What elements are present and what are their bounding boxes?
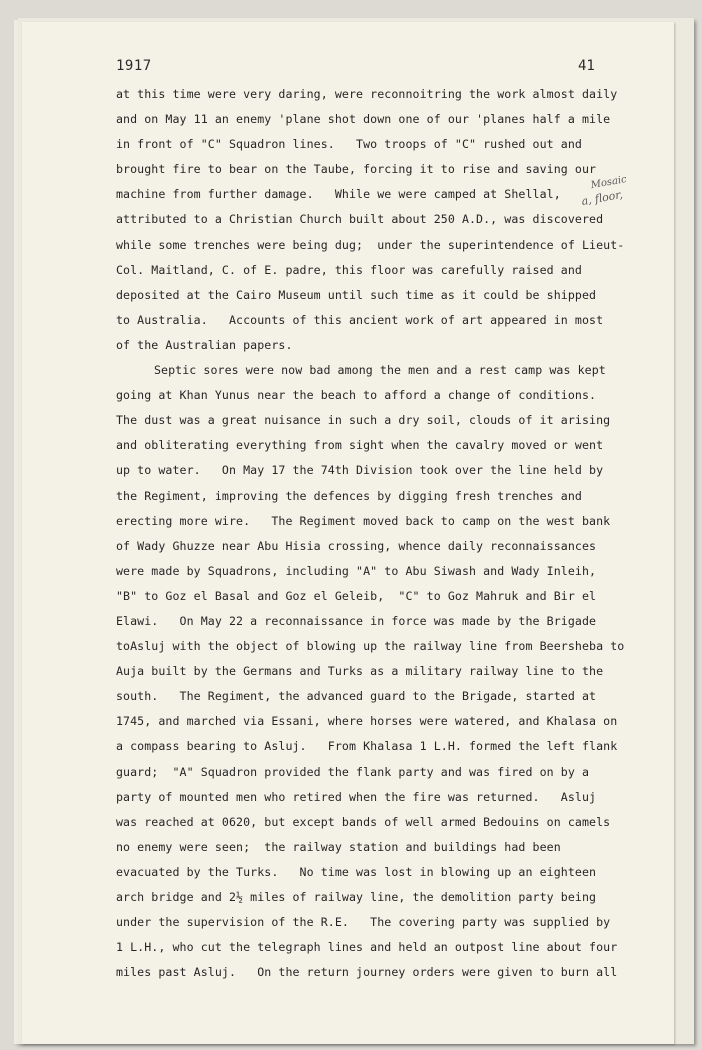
text-line: machine from further damage. While we were camped at Shellal,	[116, 187, 561, 202]
text-line: "B" to Goz el Basal and Goz el Geleib, "C" to Goz Mahruk and Bir el	[116, 588, 597, 603]
text-line: under the supervision of the R.E. The covering party was supplied by	[116, 915, 611, 930]
text-line: The dust was a great nuisance in such a dry soil, clouds of it arising	[116, 413, 611, 428]
text-line: miles past Asluj. On the return journey orders were given to burn all	[116, 965, 618, 980]
text-line: south. The Regiment, the advanced guard to the Brigade, started at	[116, 689, 597, 704]
text-line: erecting more wire. The Regiment moved back to camp on the west bank	[116, 513, 611, 528]
text-line: while some trenches were being dug; under the superintendence of Lieut-	[116, 237, 625, 252]
text-line: at this time were very daring, were reconnoitring the work almost daily	[116, 87, 618, 101]
text-line: 1 L.H., who cut the telegraph lines and held an outpost line about four	[116, 940, 618, 955]
text-line: attributed to a Christian Church built about 250 A.D., was discovered	[116, 212, 604, 227]
text-line: brought fire to bear on the Taube, forcing it to rise and saving our	[116, 162, 597, 177]
text-line: evacuated by the Turks. No time was lost in blowing up an eighteen	[116, 864, 597, 879]
text-line: to Australia. Accounts of this ancient work of art appeared in most	[116, 312, 604, 327]
text-line: a compass bearing to Asluj. From Khalasa 1 L.H. formed the left flank	[116, 739, 618, 754]
text-line: guard; "A" Squadron provided the flank party and was fired on by a	[116, 764, 590, 779]
text-line: Elawi. On May 22 a reconnaissance in force was made by the Brigade	[116, 613, 597, 628]
page-year: 1917	[116, 58, 152, 74]
text-line: going at Khan Yunus near the beach to afford a change of conditions.	[116, 388, 597, 403]
text-line: up to water. On May 17 the 74th Division took over the line held by	[116, 463, 604, 478]
text-line: were made by Squadrons, including "A" to Abu Siwash and Wady Inleih,	[116, 563, 597, 578]
page-number: 41	[578, 58, 595, 74]
text-line: party of mounted men who retired when the fire was returned. Asluj	[116, 789, 597, 804]
text-line: and on May 11 an enemy 'plane shot down one of our 'planes half a mile	[116, 112, 611, 127]
text-line: toAsluj with the object of blowing up the railway line from Beersheba to	[116, 639, 625, 654]
annotation-line: Mosaic	[590, 174, 628, 192]
text-line: Col. Maitland, C. of E. padre, this floor was carefully raised and	[116, 262, 582, 277]
text-line: of the Australian papers.	[116, 337, 293, 352]
text-line: 1745, and marched via Essani, where horses were watered, and Khalasa on	[116, 714, 618, 729]
text-line: arch bridge and 2½ miles of railway line, the demolition party being	[116, 890, 597, 904]
text-line: Auja built by the Germans and Turks as a military railway line to the	[116, 664, 604, 679]
text-line: no enemy were seen; the railway station and buildings had been	[116, 839, 561, 854]
text-line: deposited at the Cairo Museum until such time as it could be shipped	[116, 287, 597, 302]
text-line: Septic sores were now bad among the men and a rest camp was kept	[154, 363, 606, 378]
text-line: in front of "C" Squadron lines. Two troops of "C" rushed out and	[116, 137, 582, 152]
annotation-line: a, floor,	[580, 187, 624, 209]
text-line: was reached at 0620, but except bands of well armed Bedouins on camels	[116, 814, 611, 829]
text-line: the Regiment, improving the defences by digging fresh trenches and	[116, 488, 582, 503]
text-line: of Wady Ghuzze near Abu Hisia crossing, whence daily reconnaissances	[116, 538, 597, 553]
text-line: and obliterating everything from sight when the cavalry moved or went	[116, 438, 604, 453]
document-body	[116, 82, 676, 985]
